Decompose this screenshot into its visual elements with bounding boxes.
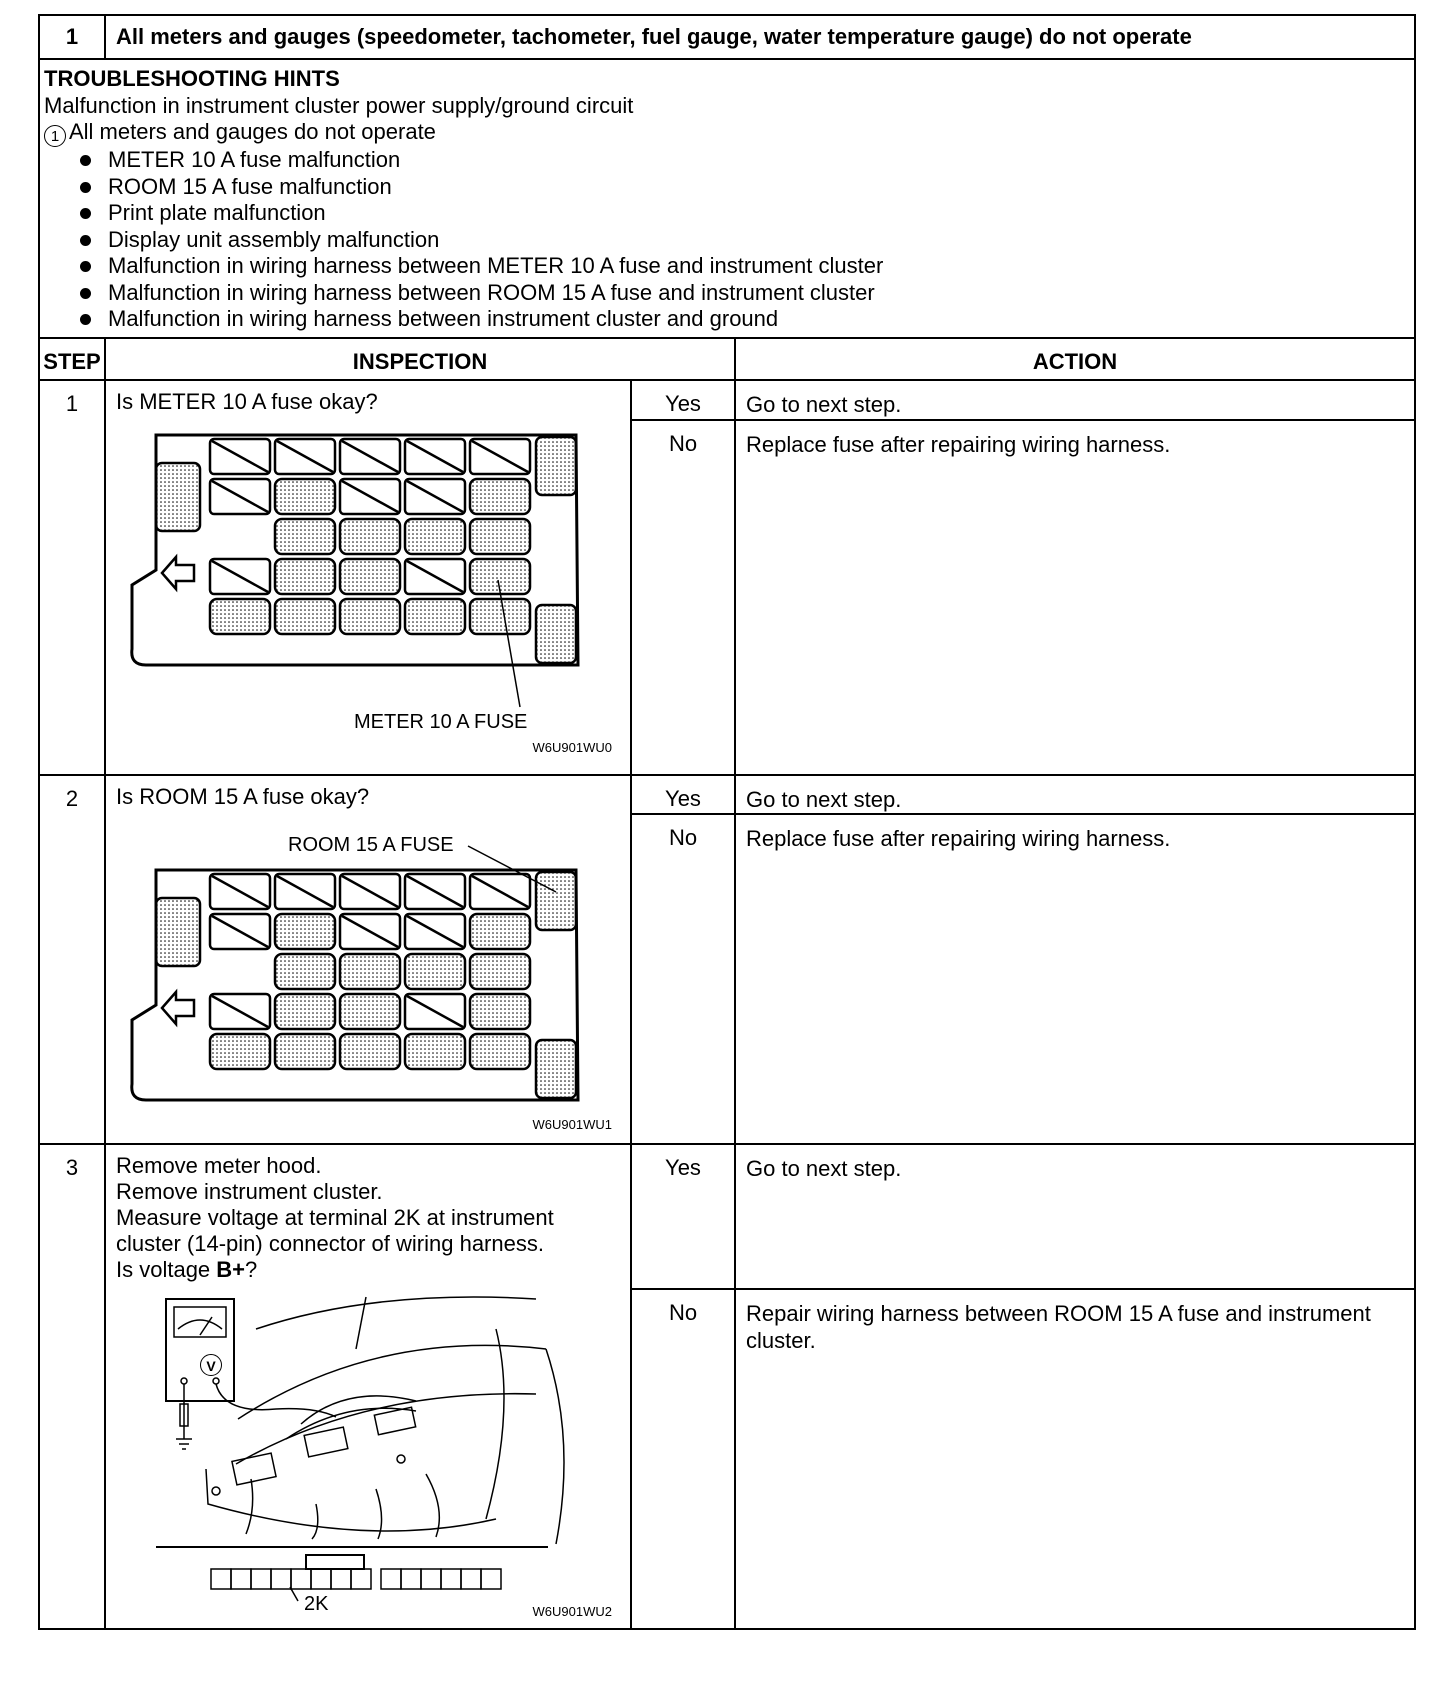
hints-heading: TROUBLESHOOTING HINTS: [44, 66, 340, 91]
yes-action: Go to next step.: [735, 380, 1415, 420]
step-1-inspection: [105, 380, 631, 775]
troubleshooting-document: [38, 14, 1414, 1630]
step-2-inspection: [105, 775, 631, 1144]
column-header-row: [39, 338, 1415, 380]
no-label: No: [631, 420, 735, 775]
bullet-icon: [80, 155, 91, 166]
connector-pins: [211, 1569, 501, 1589]
voltmeter-figure: [116, 1289, 620, 1619]
step-question: Is voltage B+?: [116, 1256, 258, 1282]
cause-item: METER 10 A fuse malfunction: [80, 147, 1410, 174]
leader-line: [116, 425, 586, 755]
yes-action: Go to next step.: [735, 1144, 1415, 1289]
yes-action: Go to next step.: [735, 775, 1415, 814]
troubleshooting-table: [38, 14, 1416, 1630]
step-3-yes-row: [39, 1144, 1415, 1289]
step-question: Is ROOM 15 A fuse okay?: [116, 783, 370, 809]
step-1-yes-row: [39, 380, 1415, 420]
bullet-icon: [80, 314, 91, 325]
step-instruction: Remove instrument cluster.: [116, 1178, 383, 1204]
cause-item: Print plate malfunction: [80, 200, 1410, 227]
meter-fuse-label: METER 10 A FUSE: [354, 710, 528, 733]
circled-number-icon: 1: [44, 125, 66, 147]
bullet-icon: [80, 288, 91, 299]
step-column-header: STEP: [39, 338, 105, 380]
cause-item: Malfunction in wiring harness between METER 10 A fuse and instrument cluster: [80, 253, 1410, 280]
bullet-icon: [80, 261, 91, 272]
no-action: Replace fuse after repairing wiring harness.: [735, 420, 1415, 775]
yes-label: Yes: [631, 380, 735, 420]
cause-item: Malfunction in wiring harness between instrument cluster and ground: [80, 306, 1410, 333]
symptom-number: 1: [39, 15, 105, 59]
fuse-block-figure: [116, 820, 620, 1132]
step-3-inspection: [105, 1144, 631, 1629]
figure-id: W6U901WU2: [532, 1603, 612, 1619]
hints-symptom: [44, 119, 1410, 147]
hints-summary: Malfunction in instrument cluster power supply/ground circuit: [44, 92, 634, 118]
figure-id: W6U901WU1: [532, 1116, 612, 1132]
bullet-icon: [80, 208, 91, 219]
symptom-title: All meters and gauges (speedometer, tachometer, fuel gauge, water temperature gauge) do not operate: [105, 15, 1415, 59]
inspection-column-header: INSPECTION: [105, 338, 735, 380]
step-number: 2: [39, 775, 105, 1144]
cause-list: [44, 147, 1410, 333]
fuse-block-diagram: [116, 860, 586, 1110]
step-number: 1: [39, 380, 105, 775]
step-number: 3: [39, 1144, 105, 1629]
bullet-icon: [80, 235, 91, 246]
step-instruction: Measure voltage at terminal 2K at instrument cluster (14-pin) connector of wiring harness.: [116, 1204, 554, 1256]
yes-label: Yes: [631, 775, 735, 814]
cause-item: Malfunction in wiring harness between ROOM 15 A fuse and instrument cluster: [80, 280, 1410, 307]
no-label: No: [631, 814, 735, 1144]
voltmeter-symbol: V: [200, 1354, 222, 1376]
terminal-2k-label: 2K: [304, 1592, 329, 1615]
no-action: Repair wiring harness between ROOM 15 A fuse and instrument cluster.: [735, 1289, 1415, 1629]
troubleshooting-hints: [39, 59, 1415, 338]
room-fuse-label: ROOM 15 A FUSE: [288, 833, 454, 856]
step-question: Is METER 10 A fuse okay?: [116, 388, 378, 414]
cause-item: Display unit assembly malfunction: [80, 227, 1410, 254]
dashboard-measurement-diagram: [116, 1289, 606, 1619]
symptom-text: All meters and gauges do not operate: [69, 119, 436, 144]
step-instruction: Remove meter hood.: [116, 1152, 322, 1178]
symptom-header-row: [39, 15, 1415, 59]
voltmeter-icon: [166, 1299, 234, 1401]
no-label: No: [631, 1289, 735, 1629]
cause-item: ROOM 15 A fuse malfunction: [80, 174, 1410, 201]
no-action: Replace fuse after repairing wiring harness.: [735, 814, 1415, 1144]
bullet-icon: [80, 182, 91, 193]
figure-id: W6U901WU0: [532, 739, 612, 755]
step-2-yes-row: [39, 775, 1415, 814]
yes-label: Yes: [631, 1144, 735, 1289]
hints-row: [39, 59, 1415, 338]
fuse-block-figure: [116, 425, 620, 755]
action-column-header: ACTION: [735, 338, 1415, 380]
